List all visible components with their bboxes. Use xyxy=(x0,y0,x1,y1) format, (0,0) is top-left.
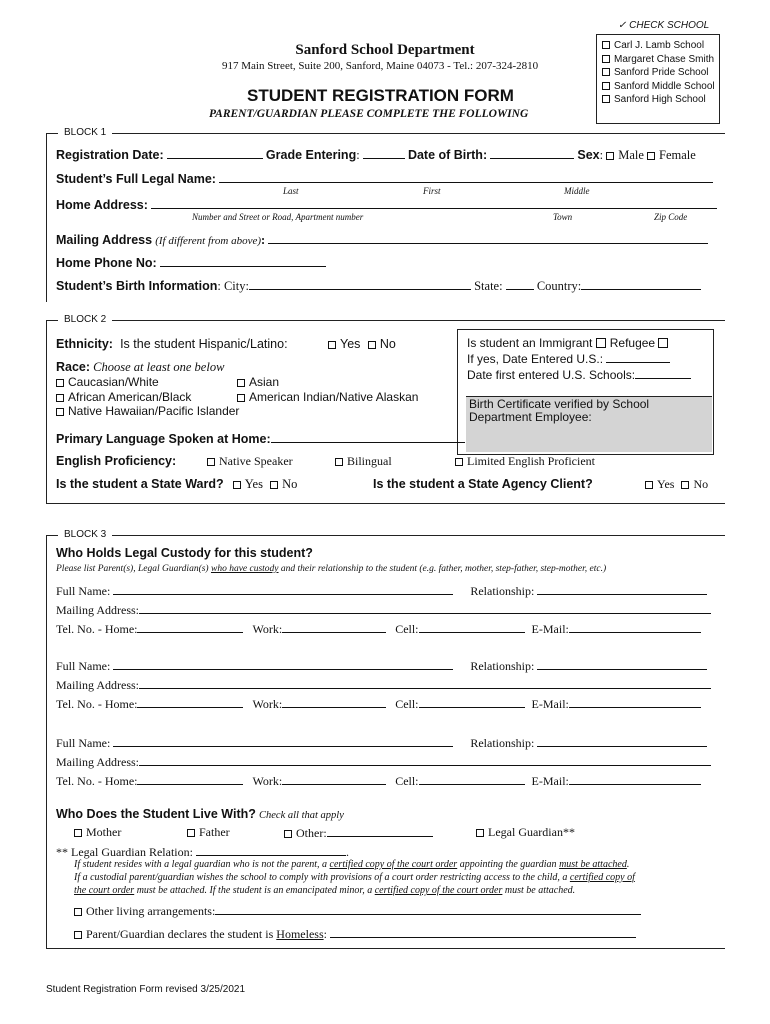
mailing-address-field[interactable] xyxy=(268,232,708,244)
female-checkbox[interactable] xyxy=(647,152,655,160)
male-label: Male xyxy=(618,148,644,162)
email-field[interactable] xyxy=(569,773,701,785)
middle-hint: Middle xyxy=(564,186,590,196)
lives-with-label: Who Does the Student Live With? xyxy=(56,807,256,821)
birth-cert-box[interactable] xyxy=(466,396,712,452)
homeless-label: Parent/Guardian declares the student is xyxy=(86,927,274,941)
date-of-birth-field[interactable] xyxy=(490,147,574,159)
school-label: Sanford High School xyxy=(614,94,706,105)
english-proficiency-label: English Proficiency: xyxy=(56,454,177,468)
yes-label: Yes xyxy=(244,477,263,491)
guardian-relation-field[interactable] xyxy=(196,844,346,856)
mailing-field[interactable] xyxy=(139,754,711,766)
registration-date-field[interactable] xyxy=(167,147,263,159)
other-living-row xyxy=(74,903,641,919)
legal-guardian-option[interactable] xyxy=(476,825,575,840)
father-option[interactable] xyxy=(187,825,230,840)
race-option-label: African American/Black xyxy=(68,389,192,404)
full-name-row xyxy=(56,171,713,187)
form-title: STUDENT REGISTRATION FORM xyxy=(247,86,514,105)
male-checkbox[interactable] xyxy=(606,152,614,160)
limited-english-label: Limited English Proficient xyxy=(467,454,595,468)
mailing-field[interactable] xyxy=(139,602,711,614)
email-label: E-Mail: xyxy=(531,774,569,788)
registration-row: Registration Date: Grade Entering: Date of Birth: Sex: Male Female xyxy=(56,148,696,162)
mailing-address-label: Mailing Address xyxy=(56,233,153,247)
homeless-checkbox[interactable] xyxy=(74,931,82,939)
city-label: City: xyxy=(223,279,249,293)
checkbox[interactable] xyxy=(455,458,463,466)
birth-cert-label: Birth Certificate verified by School Department Employee: xyxy=(469,397,650,424)
race-option-label: Asian xyxy=(249,375,280,389)
custodian-2 xyxy=(56,657,711,714)
custody-title: Who Holds Legal Custody for this student? xyxy=(56,546,313,560)
immigrant-info xyxy=(467,336,691,383)
zip-hint: Zip Code xyxy=(654,212,688,222)
race-option-label: Native Hawaiian/Pacific Islander xyxy=(68,404,240,418)
hispanic-yes-checkbox[interactable] xyxy=(328,341,336,349)
department-name: Sanford School Department xyxy=(295,42,475,58)
last-hint: Last xyxy=(283,186,299,196)
state-agency-yes-checkbox[interactable] xyxy=(645,481,653,489)
state-ward-no-checkbox[interactable] xyxy=(270,481,278,489)
date-first-schools-field[interactable] xyxy=(635,367,691,379)
race-options-right xyxy=(237,375,418,404)
cell-field[interactable] xyxy=(419,773,525,785)
race-options-left xyxy=(56,375,239,419)
relationship-label: Relationship: xyxy=(470,584,535,598)
date-entered-label: If yes, Date Entered U.S.: xyxy=(467,352,604,366)
race-option[interactable] xyxy=(237,375,418,390)
full-name-label: Student’s Full Legal Name: xyxy=(56,172,216,186)
email-field[interactable] xyxy=(569,696,701,708)
date-of-birth-label: Date of Birth: xyxy=(407,148,488,162)
tel-home-label: Tel. No. - Home: xyxy=(56,774,138,788)
other-label: Other: xyxy=(296,826,327,840)
home-phone-label: Home Phone No: xyxy=(56,256,157,270)
check-school-title: ✓ CHECK SCHOOL xyxy=(618,20,710,31)
state-agency-label: Is the student a State Agency Client? xyxy=(373,477,593,491)
checkbox[interactable] xyxy=(476,829,484,837)
country-label: Country: xyxy=(536,279,582,293)
tel-home-field[interactable] xyxy=(137,773,243,785)
mother-option[interactable] xyxy=(74,825,121,840)
limited-english-option[interactable] xyxy=(455,454,595,469)
grade-entering-field[interactable] xyxy=(363,147,405,159)
school-label: Sanford Pride School xyxy=(614,67,709,78)
school-option[interactable] xyxy=(602,66,715,80)
mailing-address-row: Mailing Address (If different from above): xyxy=(56,232,708,248)
check-all-hint: Check all that apply xyxy=(259,810,344,821)
first-hint: First xyxy=(423,186,441,196)
homeless-row: Parent/Guardian declares the student is Homeless: xyxy=(74,926,636,942)
block2-label: BLOCK 2 xyxy=(58,314,112,325)
registration-date-label: Registration Date: xyxy=(56,148,164,162)
custody-hint: Please list Parent(s), Legal Guardian(s) who have custody and their relationship to the student (e.g. father, mother, step-father, step-mother, etc.) xyxy=(56,564,607,574)
checkbox[interactable] xyxy=(237,394,245,402)
mailing-label: Mailing Address: xyxy=(56,755,139,769)
relationship-field[interactable] xyxy=(537,658,707,670)
state-ward-row xyxy=(56,477,297,492)
country-field[interactable] xyxy=(581,278,701,290)
primary-language-field[interactable] xyxy=(271,431,465,443)
checkbox[interactable] xyxy=(56,379,64,387)
home-phone-field[interactable] xyxy=(160,255,326,267)
state-ward-yes-checkbox[interactable] xyxy=(233,481,241,489)
mailing-field[interactable] xyxy=(139,677,711,689)
block1-label: BLOCK 1 xyxy=(58,127,112,138)
home-address-field[interactable] xyxy=(151,197,717,209)
work-label: Work: xyxy=(252,697,283,711)
checkbox[interactable] xyxy=(237,379,245,387)
custodian-1 xyxy=(56,582,711,639)
cell-label: Cell: xyxy=(395,622,419,636)
custodian-3 xyxy=(56,734,711,791)
homeless-word: Homeless xyxy=(276,927,324,941)
other-field[interactable] xyxy=(327,825,433,837)
block3-label: BLOCK 3 xyxy=(58,529,112,540)
checkbox[interactable] xyxy=(335,458,343,466)
race-option[interactable] xyxy=(56,404,239,419)
bilingual-label: Bilingual xyxy=(347,454,392,468)
cell-field[interactable] xyxy=(419,621,525,633)
email-field[interactable] xyxy=(569,621,701,633)
relationship-label: Relationship: xyxy=(470,659,535,673)
immigrant-checkbox[interactable] xyxy=(596,338,606,348)
no-label: No xyxy=(693,477,709,491)
yes-label: Yes xyxy=(657,477,675,491)
email-label: E-Mail: xyxy=(531,697,569,711)
relationship-field[interactable] xyxy=(537,735,707,747)
ethnicity-label: Ethnicity: xyxy=(56,337,113,351)
race-row xyxy=(56,360,224,375)
checkbox[interactable] xyxy=(602,68,610,76)
race-hint: Choose at least one below xyxy=(93,360,225,374)
full-name-field[interactable] xyxy=(113,583,453,595)
home-address-row xyxy=(56,197,717,213)
checkbox[interactable] xyxy=(284,830,292,838)
other-living-label: Other living arrangements: xyxy=(86,904,216,918)
tel-home-field[interactable] xyxy=(137,696,243,708)
birth-info-label: Student’s Birth Information xyxy=(56,279,218,293)
work-label: Work: xyxy=(252,774,283,788)
full-name-field[interactable] xyxy=(113,735,453,747)
date-first-schools-label: Date first entered U.S. Schools: xyxy=(467,368,636,382)
work-field[interactable] xyxy=(282,621,386,633)
refugee-checkbox[interactable] xyxy=(658,338,668,348)
race-option[interactable] xyxy=(237,390,418,405)
form-subtitle: PARENT/GUARDIAN PLEASE COMPLETE THE FOLLOWING xyxy=(209,108,529,120)
full-name-field[interactable] xyxy=(113,658,453,670)
relationship-field[interactable] xyxy=(537,583,707,595)
ethnicity-options xyxy=(328,337,396,351)
checkbox[interactable] xyxy=(74,829,82,837)
checkbox[interactable] xyxy=(56,394,64,402)
homeless-field[interactable] xyxy=(330,926,636,938)
full-name-label: Full Name: xyxy=(56,659,111,673)
native-speaker-label: Native Speaker xyxy=(219,454,293,468)
state-agency-no-checkbox[interactable] xyxy=(681,481,689,489)
checkbox[interactable] xyxy=(56,408,64,416)
checkbox[interactable] xyxy=(602,95,610,103)
mailing-label: Mailing Address: xyxy=(56,678,139,692)
cell-label: Cell: xyxy=(395,697,419,711)
date-entered-field[interactable] xyxy=(606,351,670,363)
work-label: Work: xyxy=(252,622,283,636)
work-field[interactable] xyxy=(282,696,386,708)
yes-label: Yes xyxy=(340,337,361,351)
sex-label: Sex xyxy=(577,148,600,162)
tel-home-label: Tel. No. - Home: xyxy=(56,622,138,636)
race-option[interactable] xyxy=(56,390,239,405)
race-option[interactable] xyxy=(56,375,239,390)
state-agency-options xyxy=(645,477,708,492)
race-option-label: American Indian/Native Alaskan xyxy=(249,389,419,404)
email-label: E-Mail: xyxy=(531,622,569,636)
school-label: Carl J. Lamb School xyxy=(614,40,705,51)
checkbox[interactable] xyxy=(602,82,610,90)
grade-entering-label: Grade Entering xyxy=(265,148,357,162)
full-name-label: Full Name: xyxy=(56,584,111,598)
state-ward-label: Is the student a State Ward? xyxy=(56,477,224,491)
other-option[interactable] xyxy=(284,825,433,841)
school-option[interactable] xyxy=(602,93,715,107)
footer-revision: Student Registration Form revised 3/25/2021 xyxy=(46,984,245,995)
school-label: Sanford Middle School xyxy=(614,80,715,92)
school-label: Margaret Chase Smith xyxy=(614,53,715,65)
other-living-checkbox[interactable] xyxy=(74,908,82,916)
cell-label: Cell: xyxy=(395,774,419,788)
custody-note: If student resides with a legal guardian who is not the parent, a certified copy of the court order appointing the guardian must be attached. If a custodial parent/guardian wishes the school to comply with provisions of a court order restricting access to the child, a certified copy of the court order must be attached. If the student is an emancipated minor, a certified copy of the court order must be attached. xyxy=(74,859,635,896)
refugee-label: Refugee xyxy=(609,336,656,350)
bilingual-option[interactable] xyxy=(335,454,392,469)
street-hint: Number and Street or Road, Apartment number xyxy=(192,212,364,222)
home-address-label: Home Address: xyxy=(56,198,148,212)
city-field[interactable] xyxy=(249,278,471,290)
department-address: 917 Main Street, Suite 200, Sanford, Maine 04073 - Tel.: 207-324-2810 xyxy=(222,60,539,72)
other-living-field[interactable] xyxy=(215,903,641,915)
school-option[interactable] xyxy=(602,80,715,94)
no-label: No xyxy=(282,477,298,491)
tel-home-field[interactable] xyxy=(137,621,243,633)
tel-home-label: Tel. No. - Home: xyxy=(56,697,138,711)
race-label: Race: xyxy=(56,360,91,374)
full-name-label: Full Name: xyxy=(56,736,111,750)
guardian-relation-row: ** Legal Guardian Relation: . xyxy=(56,845,349,859)
state-label: State: xyxy=(474,279,503,293)
town-hint: Town xyxy=(553,212,573,222)
relationship-label: Relationship: xyxy=(470,736,535,750)
full-name-field[interactable] xyxy=(219,171,713,183)
legal-guardian-label: Legal Guardian** xyxy=(488,825,575,839)
father-label: Father xyxy=(199,825,230,839)
ethnicity-row xyxy=(56,337,288,352)
mailing-hint: (If different from above) xyxy=(155,235,262,247)
work-field[interactable] xyxy=(282,773,386,785)
native-speaker-option[interactable] xyxy=(207,454,293,469)
immigrant-label: Is student an Immigrant xyxy=(467,336,593,350)
birth-info-row: Student’s Birth Information: City: State: Country: xyxy=(56,278,701,294)
hispanic-no-checkbox[interactable] xyxy=(368,341,376,349)
female-label: Female xyxy=(659,148,696,162)
mailing-label: Mailing Address: xyxy=(56,603,139,617)
state-field[interactable] xyxy=(506,278,534,290)
checkbox[interactable] xyxy=(207,458,215,466)
home-phone-row xyxy=(56,255,326,271)
lives-with-row xyxy=(56,807,344,822)
checkbox[interactable] xyxy=(187,829,195,837)
ethnicity-question: Is the student Hispanic/Latino: xyxy=(120,337,288,351)
check-school-title-text: CHECK SCHOOL xyxy=(629,20,710,31)
guardian-relation-label: ** Legal Guardian Relation: xyxy=(56,845,193,859)
race-option-label: Caucasian/White xyxy=(68,375,159,389)
cell-field[interactable] xyxy=(419,696,525,708)
mother-label: Mother xyxy=(86,825,122,839)
no-label: No xyxy=(379,337,396,351)
primary-language-label: Primary Language Spoken at Home: xyxy=(56,432,271,446)
primary-language-row xyxy=(56,431,465,447)
